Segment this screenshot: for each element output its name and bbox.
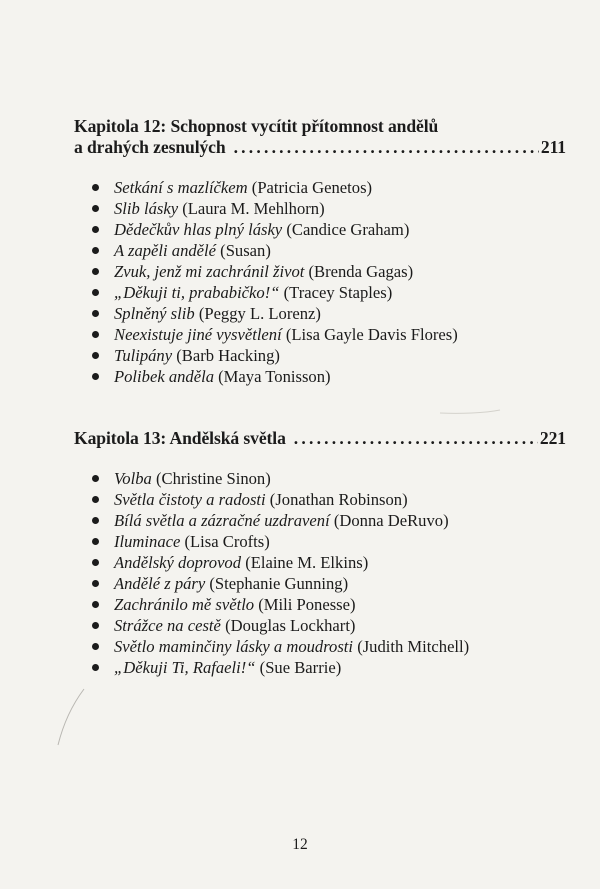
story-author: (Donna DeRuvo) bbox=[333, 511, 449, 530]
chapter-13-title: Kapitola 13: Andělská světla bbox=[74, 428, 286, 448]
story-title: Dědečkův hlas plný lásky bbox=[114, 220, 283, 239]
story-title: Bílá světla a zázračné uzdravení bbox=[114, 511, 330, 530]
story-title: Tulipány bbox=[114, 346, 173, 365]
story-author: (Judith Mitchell) bbox=[357, 637, 470, 656]
story-author: (Peggy L. Lorenz) bbox=[198, 304, 321, 323]
story-author: (Tracey Staples) bbox=[283, 283, 393, 302]
story-author: (Lisa Crofts) bbox=[184, 532, 270, 551]
story-author: (Maya Tonisson) bbox=[218, 367, 331, 386]
story-author: (Barb Hacking) bbox=[176, 346, 280, 365]
story-author: (Jonathan Robinson) bbox=[269, 490, 408, 509]
story-author: (Elaine M. Elkins) bbox=[245, 553, 369, 572]
story-title: Andělský doprovod bbox=[114, 553, 242, 572]
story-author: (Laura M. Mehlhorn) bbox=[182, 199, 325, 218]
story-author: (Mili Ponesse) bbox=[258, 595, 356, 614]
story-title: A zapěli andělé bbox=[114, 241, 217, 260]
story-author: (Stephanie Gunning) bbox=[209, 574, 349, 593]
story-title: Světla čistoty a radosti bbox=[114, 490, 266, 509]
story-title: Světlo maminčiny lásky a moudrosti bbox=[114, 637, 354, 656]
story-author: (Candice Graham) bbox=[286, 220, 410, 239]
story-title: Polibek anděla bbox=[114, 367, 214, 386]
story-author: (Douglas Lockhart) bbox=[225, 616, 356, 635]
story-author: (Susan) bbox=[220, 241, 271, 260]
story-author: (Lisa Gayle Davis Flores) bbox=[285, 325, 458, 344]
chapter-12-title-line1: Kapitola 12: Schopnost vycítit přítomnost andělů bbox=[74, 116, 439, 136]
pencil-mark bbox=[58, 689, 84, 745]
story-title: Setkání s mazlíčkem bbox=[114, 178, 248, 197]
story-title: Volba bbox=[114, 469, 152, 488]
story-title: „Děkuji Ti, Rafaeli!“ bbox=[114, 658, 256, 677]
page-number: 12 bbox=[292, 836, 308, 853]
story-author: (Sue Barrie) bbox=[259, 658, 342, 677]
story-title: „Děkuji ti, prababičko!“ bbox=[114, 283, 280, 302]
story-author: (Christine Sinon) bbox=[155, 469, 271, 488]
chapter-13-page: 221 bbox=[539, 428, 566, 448]
story-title: Slib lásky bbox=[114, 199, 179, 218]
story-title: Zachránilo mě světlo bbox=[114, 595, 255, 614]
story-author: (Patricia Genetos) bbox=[251, 178, 373, 197]
chapter-12-page: 211 bbox=[540, 137, 566, 157]
story-title: Zvuk, jenž mi zachránil život bbox=[114, 262, 305, 281]
story-title: Andělé z páry bbox=[114, 574, 206, 593]
story-title: Neexistuje jiné vysvětlení bbox=[114, 325, 282, 344]
story-title: Strážce na cestě bbox=[114, 616, 221, 635]
story-title: Splněný slib bbox=[114, 304, 195, 323]
chapter-12-title-line2: a drahých zesnulých bbox=[74, 137, 226, 157]
story-author: (Brenda Gagas) bbox=[308, 262, 414, 281]
story-title: Iluminace bbox=[114, 532, 181, 551]
pencil-mark bbox=[440, 410, 500, 413]
